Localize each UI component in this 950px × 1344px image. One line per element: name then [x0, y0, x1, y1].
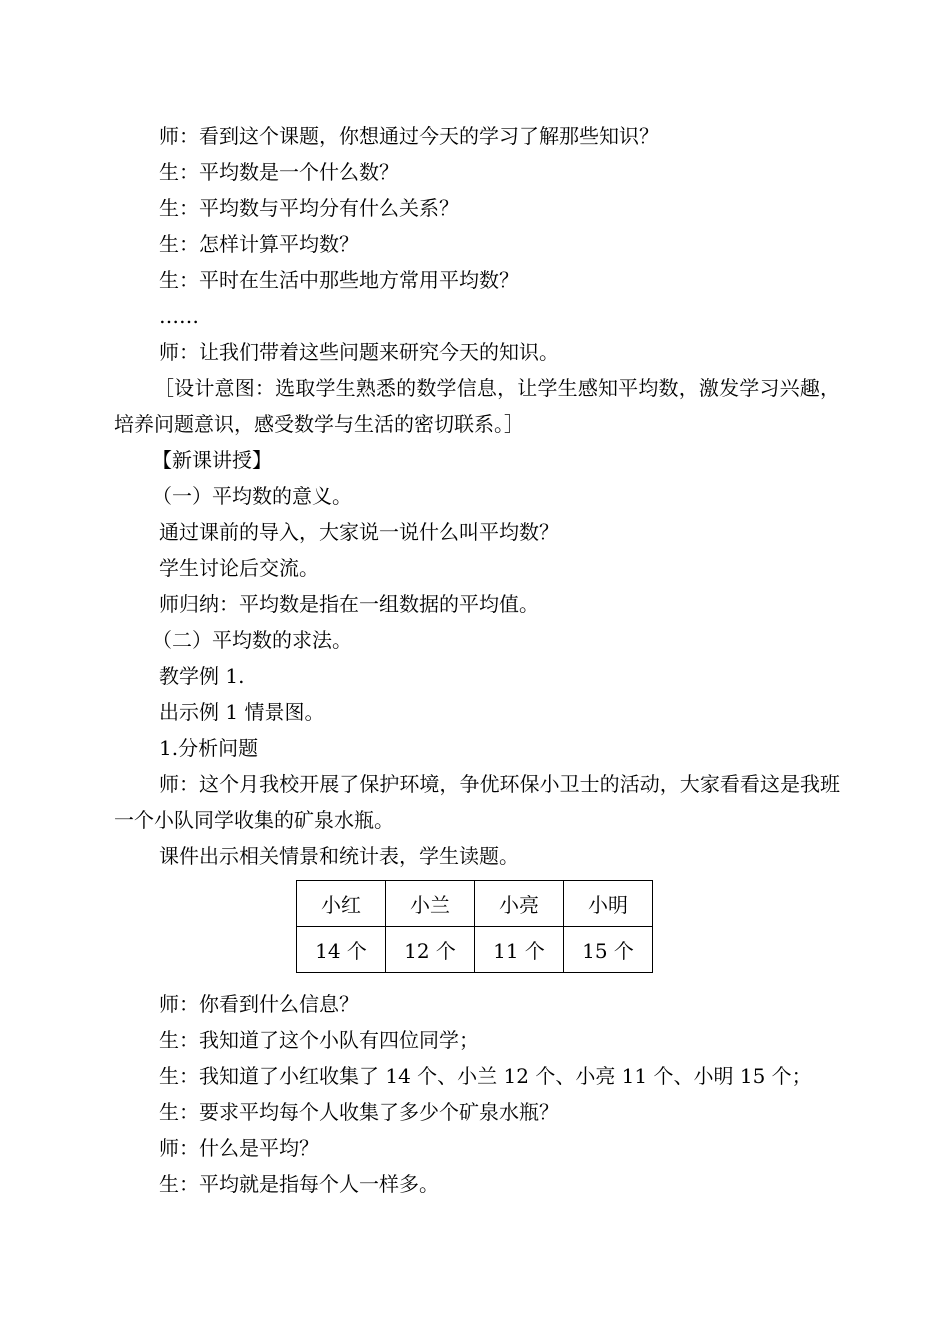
- paragraph-line: 生：平均数与平均分有什么关系？: [159, 196, 459, 220]
- stats-table: [296, 880, 653, 973]
- ellipsis-line: ……: [159, 304, 199, 328]
- table-cell: 11 个: [475, 927, 564, 973]
- table-cell: 14 个: [297, 927, 386, 973]
- paragraph-line: 师：看到这个课题，你想通过今天的学习了解那些知识？: [159, 124, 659, 148]
- paragraph-line: 课件出示相关情景和统计表，学生读题。: [159, 844, 519, 868]
- paragraph-line: 生：我知道了小红收集了 14 个、小兰 12 个、小亮 11 个、小明 15 个；: [159, 1064, 812, 1088]
- table-cell: 12 个: [386, 927, 475, 973]
- table-cell: 15 个: [564, 927, 653, 973]
- paragraph-line: 通过课前的导入，大家说一说什么叫平均数？: [159, 520, 559, 544]
- paragraph-line: 生：我知道了这个小队有四位同学；: [159, 1028, 479, 1052]
- paragraph-line: 出示例 1 情景图。: [159, 700, 325, 724]
- teacher-intro: 师：这个月我校开展了保护环境，争优环保小卫士的活动，大家看看这是我班一个小队同学收集的矿泉水瓶。: [114, 772, 840, 832]
- paragraph-line: 生：平均数是一个什么数？: [159, 160, 399, 184]
- paragraph-line: 生：要求平均每个人收集了多少个矿泉水瓶？: [159, 1100, 559, 1124]
- paragraph-line: 师：让我们带着这些问题来研究今天的知识。: [159, 340, 559, 364]
- paragraph-line: 生：平时在生活中那些地方常用平均数？: [159, 268, 519, 292]
- table-header-row: [297, 881, 653, 927]
- paragraph-line: 师归纳：平均数是指在一组数据的平均值。: [159, 592, 539, 616]
- paragraph-line: 生：怎样计算平均数？: [159, 232, 359, 256]
- table-header-cell: 小兰: [386, 881, 475, 927]
- subsection-title: （一）平均数的意义。: [152, 484, 352, 508]
- lesson-content: [114, 118, 840, 1202]
- paragraph-line: 师：你看到什么信息？: [159, 992, 359, 1016]
- table-header-cell: 小亮: [475, 881, 564, 927]
- subsection-title: （二）平均数的求法。: [152, 628, 352, 652]
- design-note: ［设计意图：选取学生熟悉的数学信息，让学生感知平均数，激发学习兴趣，培养问题意识，感受数学与生活的密切联系。］: [114, 376, 840, 436]
- paragraph-line: 生：平均就是指每个人一样多。: [159, 1172, 439, 1196]
- stats-table-container: [296, 880, 653, 973]
- table-header-cell: 小红: [297, 881, 386, 927]
- paragraph-line: 师：什么是平均？: [159, 1136, 319, 1160]
- paragraph-line: 1.分析问题: [159, 736, 259, 760]
- section-title: 【新课讲授】: [152, 448, 272, 472]
- paragraph-line: 教学例 1.: [159, 664, 245, 688]
- table-header-cell: 小明: [564, 881, 653, 927]
- paragraph-line: 学生讨论后交流。: [159, 556, 319, 580]
- table-row: [297, 927, 653, 973]
